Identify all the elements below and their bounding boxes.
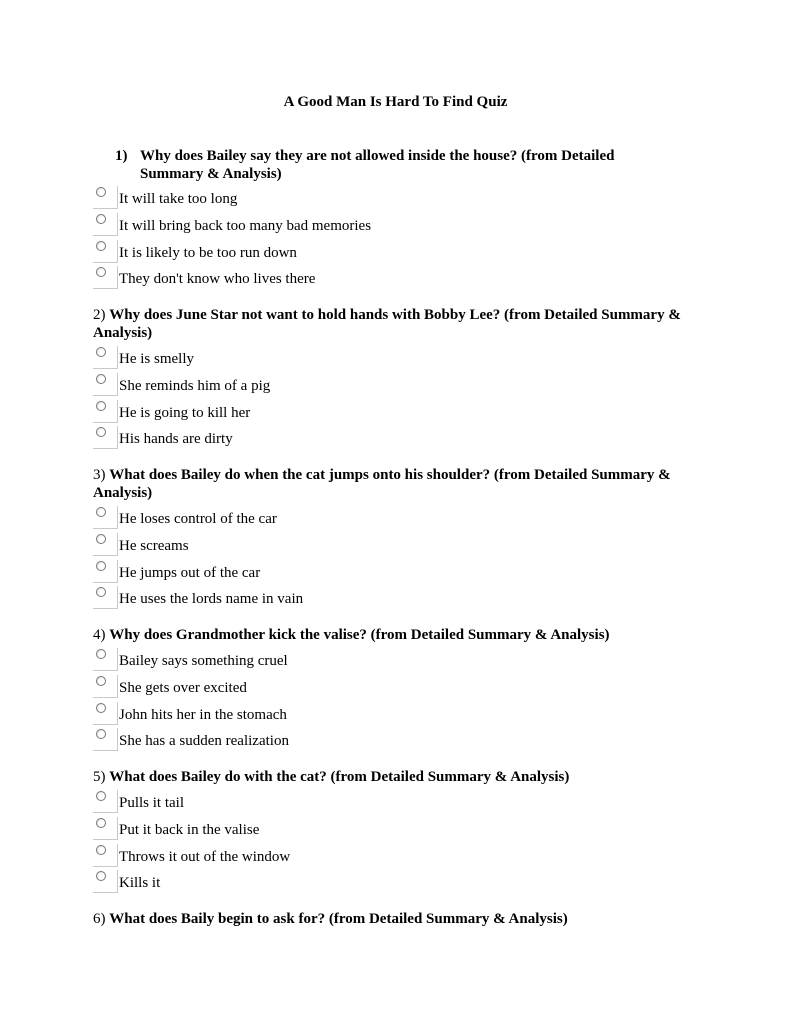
question-number: 4): [93, 627, 106, 643]
question-text: Why does June Star not want to hold hands with Bobby Lee? (from Detailed Summary & Analysis): [93, 307, 681, 341]
answer-option[interactable]: [93, 648, 493, 672]
option-label: Throws it out of the window: [119, 849, 291, 865]
answer-option[interactable]: [93, 213, 493, 237]
radio-button-icon[interactable]: [96, 791, 106, 801]
answer-option[interactable]: [93, 400, 493, 424]
question-number: 6): [93, 911, 106, 927]
radio-button-icon[interactable]: [96, 649, 106, 659]
radio-box: [93, 844, 118, 867]
radio-box: [93, 817, 118, 840]
radio-box: [93, 533, 118, 556]
radio-button-icon[interactable]: [96, 401, 106, 411]
radio-box: [93, 426, 118, 449]
answer-option[interactable]: [93, 533, 493, 557]
answer-option[interactable]: [93, 560, 493, 584]
radio-box: [93, 790, 118, 813]
radio-box: [93, 506, 118, 529]
radio-button-icon[interactable]: [96, 347, 106, 357]
option-label: He is smelly: [119, 351, 194, 367]
radio-box: [93, 373, 118, 396]
radio-button-icon[interactable]: [96, 427, 106, 437]
radio-box: [93, 346, 118, 369]
question-text: What does Baily begin to ask for? (from Detailed Summary & Analysis): [109, 911, 568, 927]
answer-option[interactable]: [93, 373, 493, 397]
radio-button-icon[interactable]: [96, 214, 106, 224]
page-title: A Good Man Is Hard To Find Quiz: [283, 94, 508, 110]
question-text: Why does Grandmother kick the valise? (from Detailed Summary & Analysis): [109, 627, 610, 643]
question-number: 2): [93, 307, 106, 323]
question-text: What does Bailey do when the cat jumps onto his shoulder? (from Detailed Summary & Analysis): [93, 467, 671, 501]
option-label: It is likely to be too run down: [119, 245, 297, 261]
radio-button-icon[interactable]: [96, 374, 106, 384]
answer-option[interactable]: [93, 346, 493, 370]
option-label: They don't know who lives there: [119, 271, 316, 287]
question-4: [93, 626, 703, 644]
radio-button-icon[interactable]: [96, 241, 106, 251]
answer-option[interactable]: [93, 266, 493, 290]
question-5: [93, 768, 703, 786]
question-2: [93, 306, 703, 342]
option-label: It will bring back too many bad memories: [119, 218, 372, 234]
radio-button-icon[interactable]: [96, 587, 106, 597]
radio-box: [93, 702, 118, 725]
answer-option[interactable]: [93, 675, 493, 699]
question-text: [140, 147, 614, 183]
radio-box: [93, 213, 118, 236]
question-1: [115, 147, 675, 183]
radio-button-icon[interactable]: [96, 534, 106, 544]
question-3: [93, 466, 703, 502]
radio-box: [93, 186, 118, 209]
answer-option[interactable]: [93, 790, 493, 814]
option-label: Bailey says something cruel: [119, 653, 288, 669]
question-text: What does Bailey do with the cat? (from Detailed Summary & Analysis): [109, 769, 570, 785]
radio-box: [93, 266, 118, 289]
option-label: He screams: [119, 538, 189, 554]
option-label: She has a sudden realization: [119, 733, 289, 749]
option-label: His hands are dirty: [119, 431, 233, 447]
question-text-line1: Why does Bailey say they are not allowed inside the house? (from Detailed: [140, 148, 615, 164]
answer-option[interactable]: [93, 844, 493, 868]
question-6: [93, 910, 703, 928]
answer-option[interactable]: [93, 728, 493, 752]
radio-button-icon[interactable]: [96, 507, 106, 517]
radio-box: [93, 648, 118, 671]
radio-button-icon[interactable]: [96, 818, 106, 828]
radio-button-icon[interactable]: [96, 845, 106, 855]
question-number: 3): [93, 467, 106, 483]
answer-option[interactable]: [93, 817, 493, 841]
radio-button-icon[interactable]: [96, 267, 106, 277]
radio-box: [93, 675, 118, 698]
option-label: He uses the lords name in vain: [119, 591, 304, 607]
answer-option[interactable]: [93, 506, 493, 530]
option-label: He loses control of the car: [119, 511, 277, 527]
radio-box: [93, 400, 118, 423]
option-label: He jumps out of the car: [119, 565, 261, 581]
radio-box: [93, 240, 118, 263]
option-label: Put it back in the valise: [119, 822, 260, 838]
answer-option[interactable]: [93, 240, 493, 264]
answer-option[interactable]: [93, 702, 493, 726]
option-label: Kills it: [119, 875, 161, 891]
answer-option[interactable]: [93, 870, 493, 894]
radio-box: [93, 870, 118, 893]
question-text-line2: Summary & Analysis): [140, 166, 282, 182]
option-label: He is going to kill her: [119, 405, 251, 421]
radio-button-icon[interactable]: [96, 703, 106, 713]
radio-button-icon[interactable]: [96, 187, 106, 197]
answer-option[interactable]: [93, 586, 493, 610]
radio-box: [93, 560, 118, 583]
answer-option[interactable]: [93, 426, 493, 450]
radio-button-icon[interactable]: [96, 729, 106, 739]
radio-button-icon[interactable]: [96, 561, 106, 571]
radio-button-icon[interactable]: [96, 676, 106, 686]
option-label: John hits her in the stomach: [119, 707, 287, 723]
question-number: 1): [115, 148, 128, 164]
option-label: She gets over excited: [119, 680, 247, 696]
option-label: Pulls it tail: [119, 795, 185, 811]
answer-option[interactable]: [93, 186, 493, 210]
radio-box: [93, 586, 118, 609]
radio-box: [93, 728, 118, 751]
option-label: She reminds him of a pig: [119, 378, 271, 394]
radio-button-icon[interactable]: [96, 871, 106, 881]
question-number: 5): [93, 769, 106, 785]
option-label: It will take too long: [119, 191, 238, 207]
